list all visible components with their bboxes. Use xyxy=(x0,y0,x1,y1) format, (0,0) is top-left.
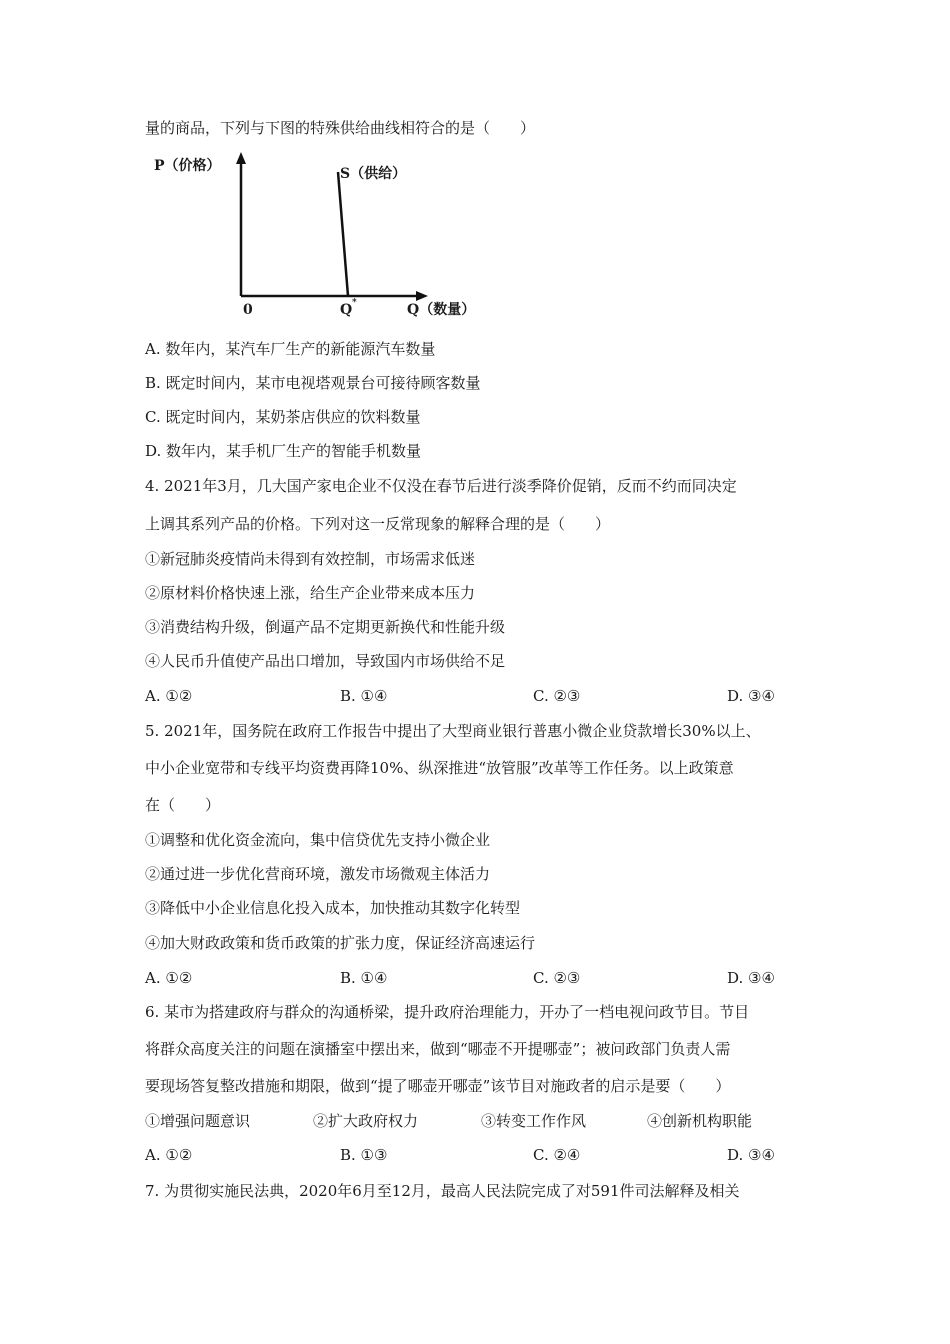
q6-choice-b: B. ①③ xyxy=(340,1146,388,1164)
q7-stem-line-1: 7. 为贯彻实施民法典，2020年6月至12月，最高人民法院完成了对591件司法解释及相关 xyxy=(145,1182,740,1200)
q5-item-3: ③降低中小企业信息化投入成本，加快推动其数字化转型 xyxy=(145,899,521,917)
q5-choice-c: C. ②③ xyxy=(533,969,581,987)
q5-item-4: ④加大财政政策和货币政策的扩张力度，保证经济高速运行 xyxy=(145,934,536,952)
q4-item-1: ①新冠肺炎疫情尚未得到有效控制，市场需求低迷 xyxy=(145,550,476,568)
q6-item-1: ①增强问题意识 xyxy=(145,1112,251,1130)
q5-stem-line-2: 中小企业宽带和专线平均资费再降10%、纵深推进“放管服”改革等工作任务。以上政策意 xyxy=(145,759,734,777)
q6-stem-line-1: 6. 某市为搭建政府与群众的沟通桥梁，提升政府治理能力，开办了一档电视问政节目。节目 xyxy=(145,1003,750,1021)
q4-stem-line-2: 上调其系列产品的价格。下列对这一反常现象的解释合理的是（ ） xyxy=(145,515,611,533)
q4-choice-c: C. ②③ xyxy=(533,687,581,705)
q6-stem-line-3: 要现场答复整改措施和期限，做到“提了哪壶开哪壶”该节目对施政者的启示是要（ ） xyxy=(145,1077,731,1095)
price-axis-label: P（价格） xyxy=(154,158,221,174)
q6-choice-a: A. ①② xyxy=(145,1146,193,1164)
origin-label: 0 xyxy=(243,302,253,318)
q4-choice-a: A. ①② xyxy=(145,687,193,705)
q5-item-1: ①调整和优化资金流向，集中信贷优先支持小微企业 xyxy=(145,831,491,849)
q6-choice-d: D. ③④ xyxy=(727,1146,775,1164)
quantity-axis-arrow xyxy=(416,291,428,301)
q6-item-2: ②扩大政府权力 xyxy=(313,1112,419,1130)
equilibrium-quantity-mark: * xyxy=(352,298,357,308)
q3-option-c: C. 既定时间内，某奶茶店供应的饮料数量 xyxy=(145,408,421,426)
equilibrium-quantity-label: Q xyxy=(340,302,353,318)
q4-choice-d: D. ③④ xyxy=(727,687,775,705)
question-3-stem-tail: 量的商品，下列与下图的特殊供给曲线相符合的是（ ） xyxy=(145,119,536,137)
q6-item-4: ④创新机构职能 xyxy=(647,1112,753,1130)
q6-choice-c: C. ②④ xyxy=(533,1146,581,1164)
q6-stem-line-2: 将群众高度关注的问题在演播室中摆出来，做到“哪壶不开提哪壶”；被问政部门负责人需 xyxy=(145,1040,731,1058)
q6-item-3: ③转变工作作风 xyxy=(481,1112,587,1130)
q4-item-4: ④人民币升值使产品出口增加，导致国内市场供给不足 xyxy=(145,652,506,670)
supply-curve-label: S（供给） xyxy=(340,166,407,182)
q4-item-2: ②原材料价格快速上涨，给生产企业带来成本压力 xyxy=(145,584,476,602)
q5-item-2: ②通过进一步优化营商环境，激发市场微观主体活力 xyxy=(145,865,491,883)
q4-stem-line-1: 4. 2021年3月，几大国产家电企业不仅没在春节后进行淡季降价促销，反而不约而同决定 xyxy=(145,477,737,495)
q5-choice-b: B. ①④ xyxy=(340,969,388,987)
q3-option-a: A. 数年内，某汽车厂生产的新能源汽车数量 xyxy=(145,340,436,358)
price-axis-arrow xyxy=(236,152,246,164)
supply-curve-graph xyxy=(150,148,495,318)
supply-curve xyxy=(338,172,348,296)
quantity-axis-label: Q（数量） xyxy=(407,302,476,318)
q5-choice-a: A. ①② xyxy=(145,969,193,987)
q3-option-d: D. 数年内，某手机厂生产的智能手机数量 xyxy=(145,442,422,460)
q4-item-3: ③消费结构升级，倒逼产品不定期更新换代和性能升级 xyxy=(145,618,506,636)
q5-stem-line-3: 在（ ） xyxy=(145,796,221,814)
q3-option-b: B. 既定时间内，某市电视塔观景台可接待顾客数量 xyxy=(145,374,481,392)
q5-stem-line-1: 5. 2021年，国务院在政府工作报告中提出了大型商业银行普惠小微企业贷款增长30%以上、 xyxy=(145,722,761,740)
q4-choice-b: B. ①④ xyxy=(340,687,388,705)
q5-choice-d: D. ③④ xyxy=(727,969,775,987)
